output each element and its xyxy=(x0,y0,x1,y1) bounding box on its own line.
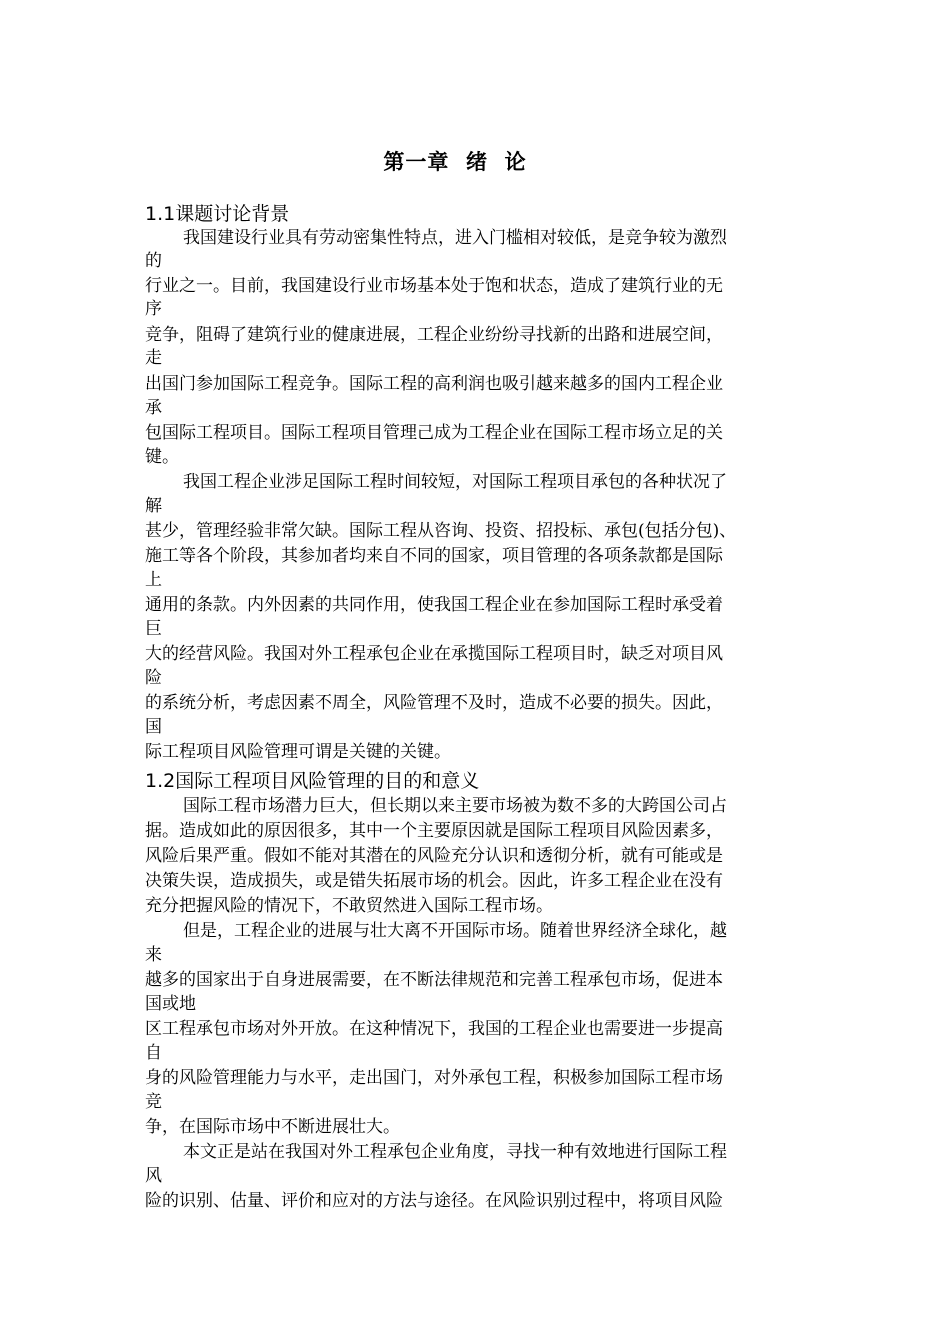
paragraph-line: 我国工程企业涉足国际工程时间较短，对国际工程项目承包的各种状况了 xyxy=(183,472,727,492)
paragraph-line: 风险后果严重。假如不能对其潜在的风险充分认识和透彻分析，就有可能或是 xyxy=(145,846,723,866)
paragraph-line: 承 xyxy=(145,398,162,418)
paragraph-line: 巨 xyxy=(145,619,162,639)
paragraph-line: 本文正是站在我国对外工程承包企业角度，寻找一种有效地进行国际工程 xyxy=(183,1142,727,1162)
paragraph-line: 来 xyxy=(145,945,162,965)
paragraph-line: 的 xyxy=(145,251,162,271)
paragraph-line: 际工程项目风险管理可谓是关键的关键。 xyxy=(145,742,451,762)
section-heading-1-1: 1.1课题讨论背景 xyxy=(145,203,290,225)
paragraph-line: 险的识别、估量、评价和应对的方法与途径。在风险识别过程中，将项目风险 xyxy=(145,1191,723,1211)
paragraph-line: 越多的国家出于自身进展需要，在不断法律规范和完善工程承包市场，促进本 xyxy=(145,970,723,990)
section-heading-1-2: 1.2国际工程项目风险管理的目的和意义 xyxy=(145,770,480,792)
paragraph-line: 区工程承包市场对外开放。在这种情况下，我国的工程企业也需要进一步提高 xyxy=(145,1019,723,1039)
paragraph-line: 自 xyxy=(145,1043,162,1063)
paragraph-line: 通用的条款。内外因素的共同作用，使我国工程企业在参加国际工程时承受着 xyxy=(145,595,723,615)
paragraph-line: 我国建设行业具有劳动密集性特点，进入门槛相对较低，是竞争较为激烈 xyxy=(183,228,727,248)
paragraph-line: 的系统分析，考虑因素不周全，风险管理不及时，造成不必要的损失。因此， xyxy=(145,693,723,713)
paragraph-line: 出国门参加国际工程竞争。国际工程的高利润也吸引越来越多的国内工程企业 xyxy=(145,374,723,394)
paragraph-line: 国 xyxy=(145,717,162,737)
paragraph-line: 键。 xyxy=(145,447,179,467)
paragraph-line: 大的经营风险。我国对外工程承包企业在承揽国际工程项目时，缺乏对项目风 xyxy=(145,644,723,664)
paragraph-line: 走 xyxy=(145,348,162,368)
paragraph-line: 风 xyxy=(145,1166,162,1186)
chapter-title: 第一章 绪 论 xyxy=(383,150,527,174)
paragraph-line: 据。造成如此的原因很多，其中一个主要原因就是国际工程项目风险因素多， xyxy=(145,821,723,841)
paragraph-line: 行业之一。目前，我国建设行业市场基本处于饱和状态，造成了建筑行业的无 xyxy=(145,276,723,296)
paragraph-line: 决策失误，造成损失，或是错失拓展市场的机会。因此，许多工程企业在没有 xyxy=(145,871,723,891)
paragraph-line: 竞 xyxy=(145,1092,162,1112)
paragraph-line: 竞争，阻碍了建筑行业的健康进展，工程企业纷纷寻找新的出路和进展空间， xyxy=(145,325,723,345)
paragraph-line: 解 xyxy=(145,496,162,516)
paragraph-line: 上 xyxy=(145,570,162,590)
paragraph-line: 争，在国际市场中不断进展壮大。 xyxy=(145,1117,400,1137)
paragraph-line: 但是，工程企业的进展与壮大离不开国际市场。随着世界经济全球化，越 xyxy=(183,921,727,941)
paragraph-line: 身的风险管理能力与水平，走出国门，对外承包工程，积极参加国际工程市场 xyxy=(145,1068,723,1088)
paragraph-line: 序 xyxy=(145,299,162,319)
paragraph-line: 国或地 xyxy=(145,994,196,1014)
paragraph-line: 险 xyxy=(145,668,162,688)
paragraph-line: 施工等各个阶段，其参加者均来自不同的国家，项目管理的各项条款都是国际 xyxy=(145,546,723,566)
paragraph-line: 国际工程市场潜力巨大，但长期以来主要市场被为数不多的大跨国公司占 xyxy=(183,796,727,816)
paragraph-line: 甚少，管理经验非常欠缺。国际工程从咨询、投资、招投标、承包(包括分包)、 xyxy=(145,521,737,541)
paragraph-line: 充分把握风险的情况下，不敢贸然进入国际工程市场。 xyxy=(145,896,553,916)
paragraph-line: 包国际工程项目。国际工程项目管理己成为工程企业在国际工程市场立足的关 xyxy=(145,423,723,443)
